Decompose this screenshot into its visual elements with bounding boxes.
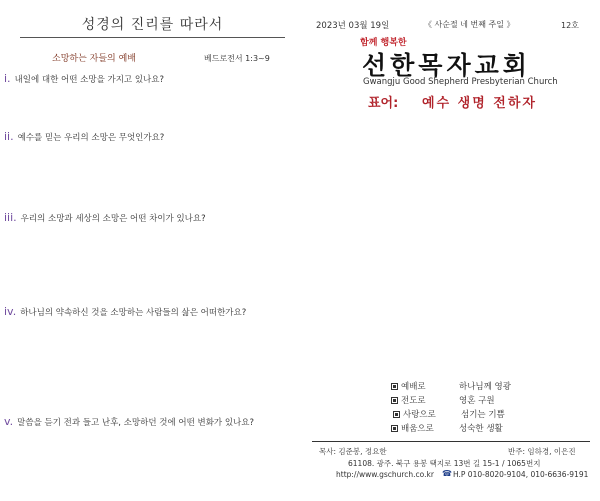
value-label: 예배로 bbox=[401, 382, 426, 392]
sermon-title: 소망하는 자들의 예배 bbox=[52, 54, 136, 64]
value-description: 성숙한 생활 bbox=[459, 424, 503, 434]
website-link[interactable]: http://www.gschurch.co.kr bbox=[336, 470, 434, 479]
value-item bbox=[391, 421, 511, 435]
title-divider bbox=[20, 37, 285, 38]
question-number: v. bbox=[4, 415, 14, 428]
liturgical-week: 《 사순절 네 번째 주일 》 bbox=[424, 20, 515, 29]
question-text: 말씀을 듣기 전과 들고 난후, 소망하던 것에 어떤 변화가 있나요? bbox=[17, 418, 254, 428]
checkbox-bullet-icon bbox=[391, 425, 398, 432]
checkbox-bullet-icon bbox=[391, 383, 398, 390]
worksheet-title: 성경의 진리를 따라서 bbox=[81, 17, 224, 33]
value-description: 하나님께 영광 bbox=[459, 382, 511, 392]
question-number: iii. bbox=[4, 211, 17, 224]
value-item bbox=[391, 379, 511, 393]
question-number: iv. bbox=[4, 305, 17, 318]
question-3 bbox=[4, 211, 206, 224]
question-5 bbox=[4, 415, 254, 428]
church-values bbox=[391, 379, 511, 435]
footer-divider bbox=[312, 441, 590, 442]
bulletin-date: 2023년 03월 19일 bbox=[316, 21, 390, 31]
question-number: i. bbox=[4, 72, 11, 85]
checkbox-bullet-icon bbox=[393, 411, 400, 418]
church-address: 61108. 광주. 북구 용봉 택지로 13번 길 15-1 / 1065번지 bbox=[348, 459, 541, 468]
pastor-names: 목사: 김준봉, 정요한 bbox=[319, 447, 387, 456]
value-label: 배움으로 bbox=[401, 424, 434, 434]
question-1 bbox=[4, 72, 164, 85]
question-text: 하나님의 약속하신 것을 소망하는 사람들의 삶은 어떠한가요? bbox=[20, 308, 247, 318]
issue-number: 12호 bbox=[561, 21, 579, 30]
value-item bbox=[391, 393, 511, 407]
value-description: 섬기는 기쁨 bbox=[461, 410, 505, 420]
value-description: 영혼 구원 bbox=[459, 396, 495, 406]
value-label: 전도로 bbox=[401, 396, 426, 406]
checkbox-bullet-icon bbox=[391, 397, 398, 404]
question-text: 예수를 믿는 우리의 소망은 무엇인가요? bbox=[17, 133, 165, 143]
value-item bbox=[391, 407, 511, 421]
question-text: 내일에 대한 어떤 소망을 가지고 있나요? bbox=[14, 75, 164, 85]
motto-label: 표어: bbox=[368, 96, 399, 111]
church-name: 선한목자교회 bbox=[362, 51, 531, 80]
question-2 bbox=[4, 130, 164, 143]
motto-text: 예수 생명 전하자 bbox=[422, 96, 537, 111]
question-number: ii. bbox=[4, 130, 14, 143]
phone-numbers: H.P 010-8020-9104, 010-6636-9191 bbox=[453, 470, 589, 479]
phone-icon: ☎ bbox=[442, 469, 452, 478]
question-text: 우리의 소망과 세상의 소망은 어떤 차이가 있나요? bbox=[20, 214, 206, 224]
church-english-name: Gwangju Good Shepherd Presbyterian Church bbox=[363, 77, 558, 87]
scripture-reference: 베드로전서 1:3~9 bbox=[204, 54, 270, 63]
church-slogan: 함께 행복한 bbox=[360, 38, 407, 48]
accompanist-names: 반주: 임하경, 이은진 bbox=[508, 447, 576, 456]
value-label: 사랑으로 bbox=[403, 410, 436, 420]
question-4 bbox=[4, 305, 246, 318]
